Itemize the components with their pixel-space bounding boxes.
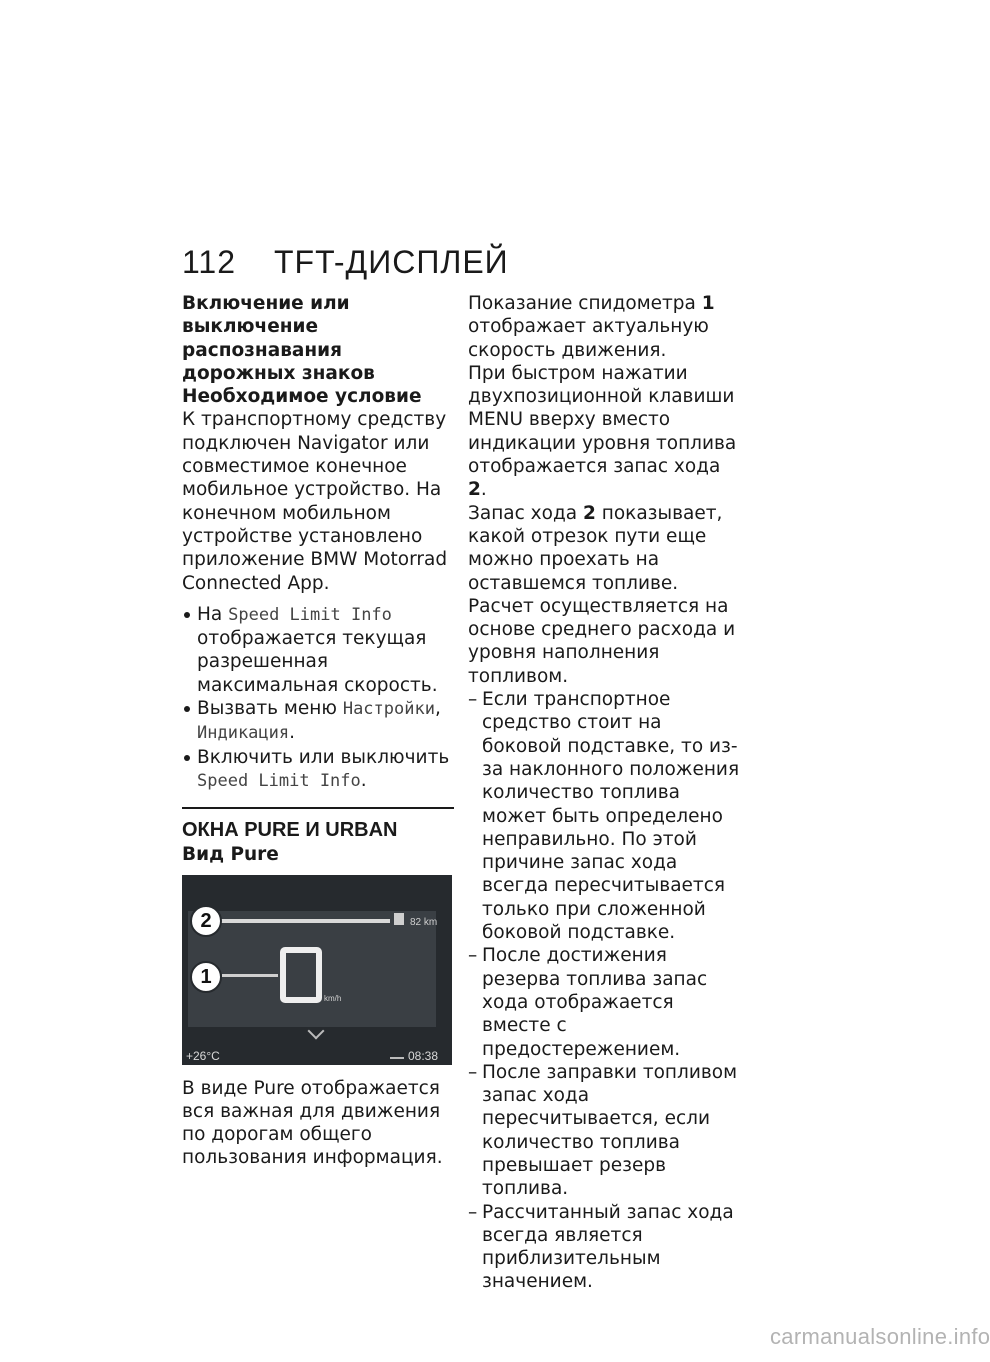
note-dash-3: – После заправки топливом запас хода пересчитывается, если количество топлива превышает резерв топлива. xyxy=(468,1061,744,1201)
signal-icon xyxy=(390,1047,404,1059)
section-title: ОКНА PURE И URBAN xyxy=(182,819,398,842)
precondition-text: К транспортному средству подключен Navigator или совместимое конечное мобильное устройство. На конечном мобильном устройстве установлено приложение BMW Motorrad Connected App. xyxy=(182,409,448,594)
section-heading: Включение или выключение распознавания дорожных знаков xyxy=(182,293,375,384)
step-bullet-3: Включить или выключить Speed Limit Info. xyxy=(182,746,454,794)
watermark: carmanualsonline.info xyxy=(770,1324,990,1349)
range-readout: 82 km xyxy=(410,916,438,928)
paragraph-speedometer: Показание спидометра 1 отображает актуальную скорость движения. xyxy=(468,293,715,361)
menu-term: Настройки xyxy=(342,699,435,720)
chapter-title: TFT-ДИСПЛЕЙ xyxy=(274,244,509,280)
page-header xyxy=(182,244,509,281)
right-column xyxy=(468,292,744,1294)
menu-term: Speed Limit Info xyxy=(228,604,392,625)
fuel-bar xyxy=(220,919,390,923)
fuel-pump-icon xyxy=(394,913,404,925)
step-bullet-1: На Speed Limit Info отображается текущая разрешенная максимальная скорость. xyxy=(182,603,454,697)
page-number: 112 xyxy=(182,244,237,280)
callout-line xyxy=(222,974,278,977)
section-divider xyxy=(182,807,454,809)
menu-term: Speed Limit Info xyxy=(197,770,361,791)
paragraph-range: Запас хода 2 показывает, какой отрезок пути еще можно проехать на оставшемся топливе. Расчет осуществляется на основе среднего расхода и уровня наполнения топливом. xyxy=(468,502,736,687)
tft-display-figure xyxy=(182,875,452,1065)
paragraph-menu-key: При быстром нажатии двухпозиционной клавиши MENU вверху вместо индикации уровня топлива отображается запас хода 2. xyxy=(468,362,737,501)
left-column xyxy=(182,292,454,1170)
callout-2: 2 xyxy=(190,905,222,937)
note-dash-2: – После достижения резерва топлива запас хода отображается вместе с предостережением. xyxy=(468,944,744,1060)
temperature-readout: +26°C xyxy=(186,1048,220,1063)
speed-digit xyxy=(280,947,322,1003)
step-bullet-2: Вызвать меню Настройки, Индикация. xyxy=(182,697,454,746)
figure-caption: В виде Pure отображается вся важная для движения по дорогам общего пользования информация. xyxy=(182,1077,443,1169)
note-dash-1: – Если транспортное средство стоит на боковой подставке, то из-за наклонного положения количество топлива может быть определено неправильно. По этой причине запас хода всегда пересчитывается только при сложенной боковой подставке. xyxy=(468,688,744,944)
speed-unit: km/h xyxy=(324,993,342,1003)
note-dash-4: – Рассчитанный запас хода всегда является приблизительным значением. xyxy=(468,1201,744,1294)
callout-1: 1 xyxy=(190,961,222,993)
subsection-title: Вид Pure xyxy=(182,844,279,866)
menu-term: Индикация xyxy=(197,723,290,744)
clock-readout: 08:38 xyxy=(408,1048,439,1063)
precondition-heading: Необходимое условие xyxy=(182,386,422,408)
